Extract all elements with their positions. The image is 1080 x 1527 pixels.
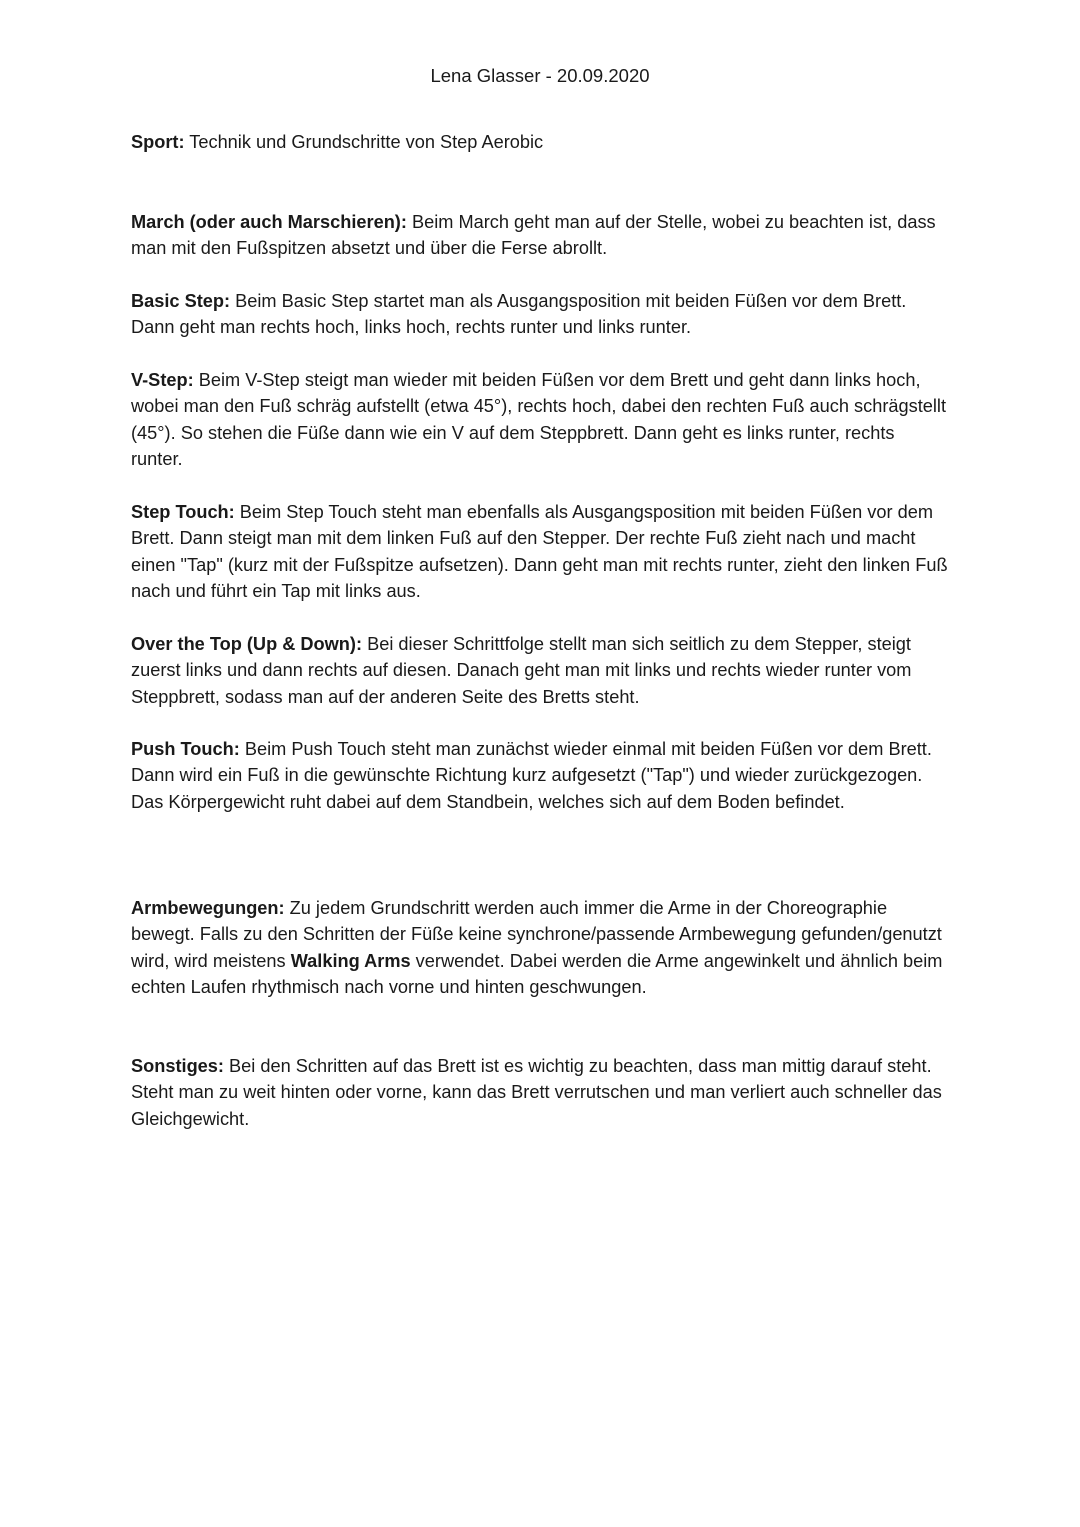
section-march: [131, 209, 951, 262]
arms-highlight: Walking Arms: [290, 950, 411, 971]
section-term: Push Touch:: [131, 739, 240, 759]
section-v-step: [131, 367, 951, 473]
author-date-header: Lena Glasser - 20.09.2020: [430, 65, 650, 86]
section-term: Basic Step:: [131, 291, 231, 311]
arms-text-after: verwendet. Dabei werden die Arme angewinkelt und ähnlich beim echten Laufen rhythmisch nach vorne und hinten geschwungen.: [131, 950, 943, 998]
section-term: March (oder auch Marschieren):: [131, 212, 407, 232]
section-term: Over the Top (Up & Down):: [131, 634, 363, 654]
section-misc: [131, 1053, 951, 1132]
section-text: Bei dieser Schrittfolge stellt man sich seitlich zu dem Stepper, steigt zuerst links und dann rechts auf diesen. Danach geht man mit links und rechts wieder runter vom Steppbrett, sodass man auf der anderen Seite des Bretts steht.: [131, 634, 912, 707]
section-over-the-top: [131, 631, 951, 710]
section-term: V-Step:: [131, 370, 194, 390]
section-text: Beim March geht man auf der Stelle, wobei zu beachten ist, dass man mit den Fußspitzen absetzt und über die Ferse abrollt.: [131, 212, 936, 259]
section-text: Beim Push Touch steht man zunächst wieder einmal mit beiden Füßen vor dem Brett. Dann wird ein Fuß in die gewünschte Richtung kurz aufgesetzt ("Tap") und wieder zurückgezogen. Das Körpergewicht ruht dabei auf dem Standbein, welches sich auf dem Boden befindet.: [131, 739, 932, 812]
section-text: Beim Basic Step startet man als Ausgangsposition mit beiden Füßen vor dem Brett. Dann geht man rechts hoch, links hoch, rechts runter und links runter.: [131, 291, 907, 338]
section-term: Step Touch:: [131, 502, 235, 522]
subject-line: [131, 129, 951, 155]
section-text: Beim V-Step steigt man wieder mit beiden Füßen vor dem Brett und geht dann links hoch, wobei man den Fuß schräg aufstellt (etwa 45°), rechts hoch, dabei den rechten Fuß auch schrägstellt (45°). So stehen die Füße dann wie ein V auf dem Steppbrett. Dann geht es links runter, rechts runter.: [131, 370, 947, 470]
arms-text-before: Zu jedem Grundschritt werden auch immer die Arme in der Choreographie bewegt. Falls zu den Schritten der Füße keine synchrone/passende Armbewegung gefunden/genutzt wird, wird meistens: [131, 898, 942, 971]
section-basic-step: [131, 288, 951, 341]
subject-label: Sport:: [131, 132, 185, 152]
section-push-touch: [131, 736, 951, 815]
arms-term: Armbewegungen:: [131, 898, 285, 918]
section-arm-movements: [131, 895, 951, 1001]
section-text: Beim Step Touch steht man ebenfalls als Ausgangsposition mit beiden Füßen vor dem Brett. Dann steigt man mit dem linken Fuß auf den Stepper. Der rechte Fuß zieht nach und macht einen "Tap" (kurz mit der Fußspitze aufsetzen). Dann geht man mit rechts runter, zieht den linken Fuß nach und führt ein Tap mit links aus.: [131, 502, 948, 602]
misc-term: Sonstiges:: [131, 1056, 224, 1076]
misc-text: Bei den Schritten auf das Brett ist es wichtig zu beachten, dass man mittig darauf steht. Steht man zu weit hinten oder vorne, kann das Brett verrutschen und man verliert auch schneller das Gleichgewicht.: [131, 1056, 942, 1129]
section-step-touch: [131, 499, 951, 605]
subject-text: Technik und Grundschritte von Step Aerobic: [184, 132, 544, 152]
